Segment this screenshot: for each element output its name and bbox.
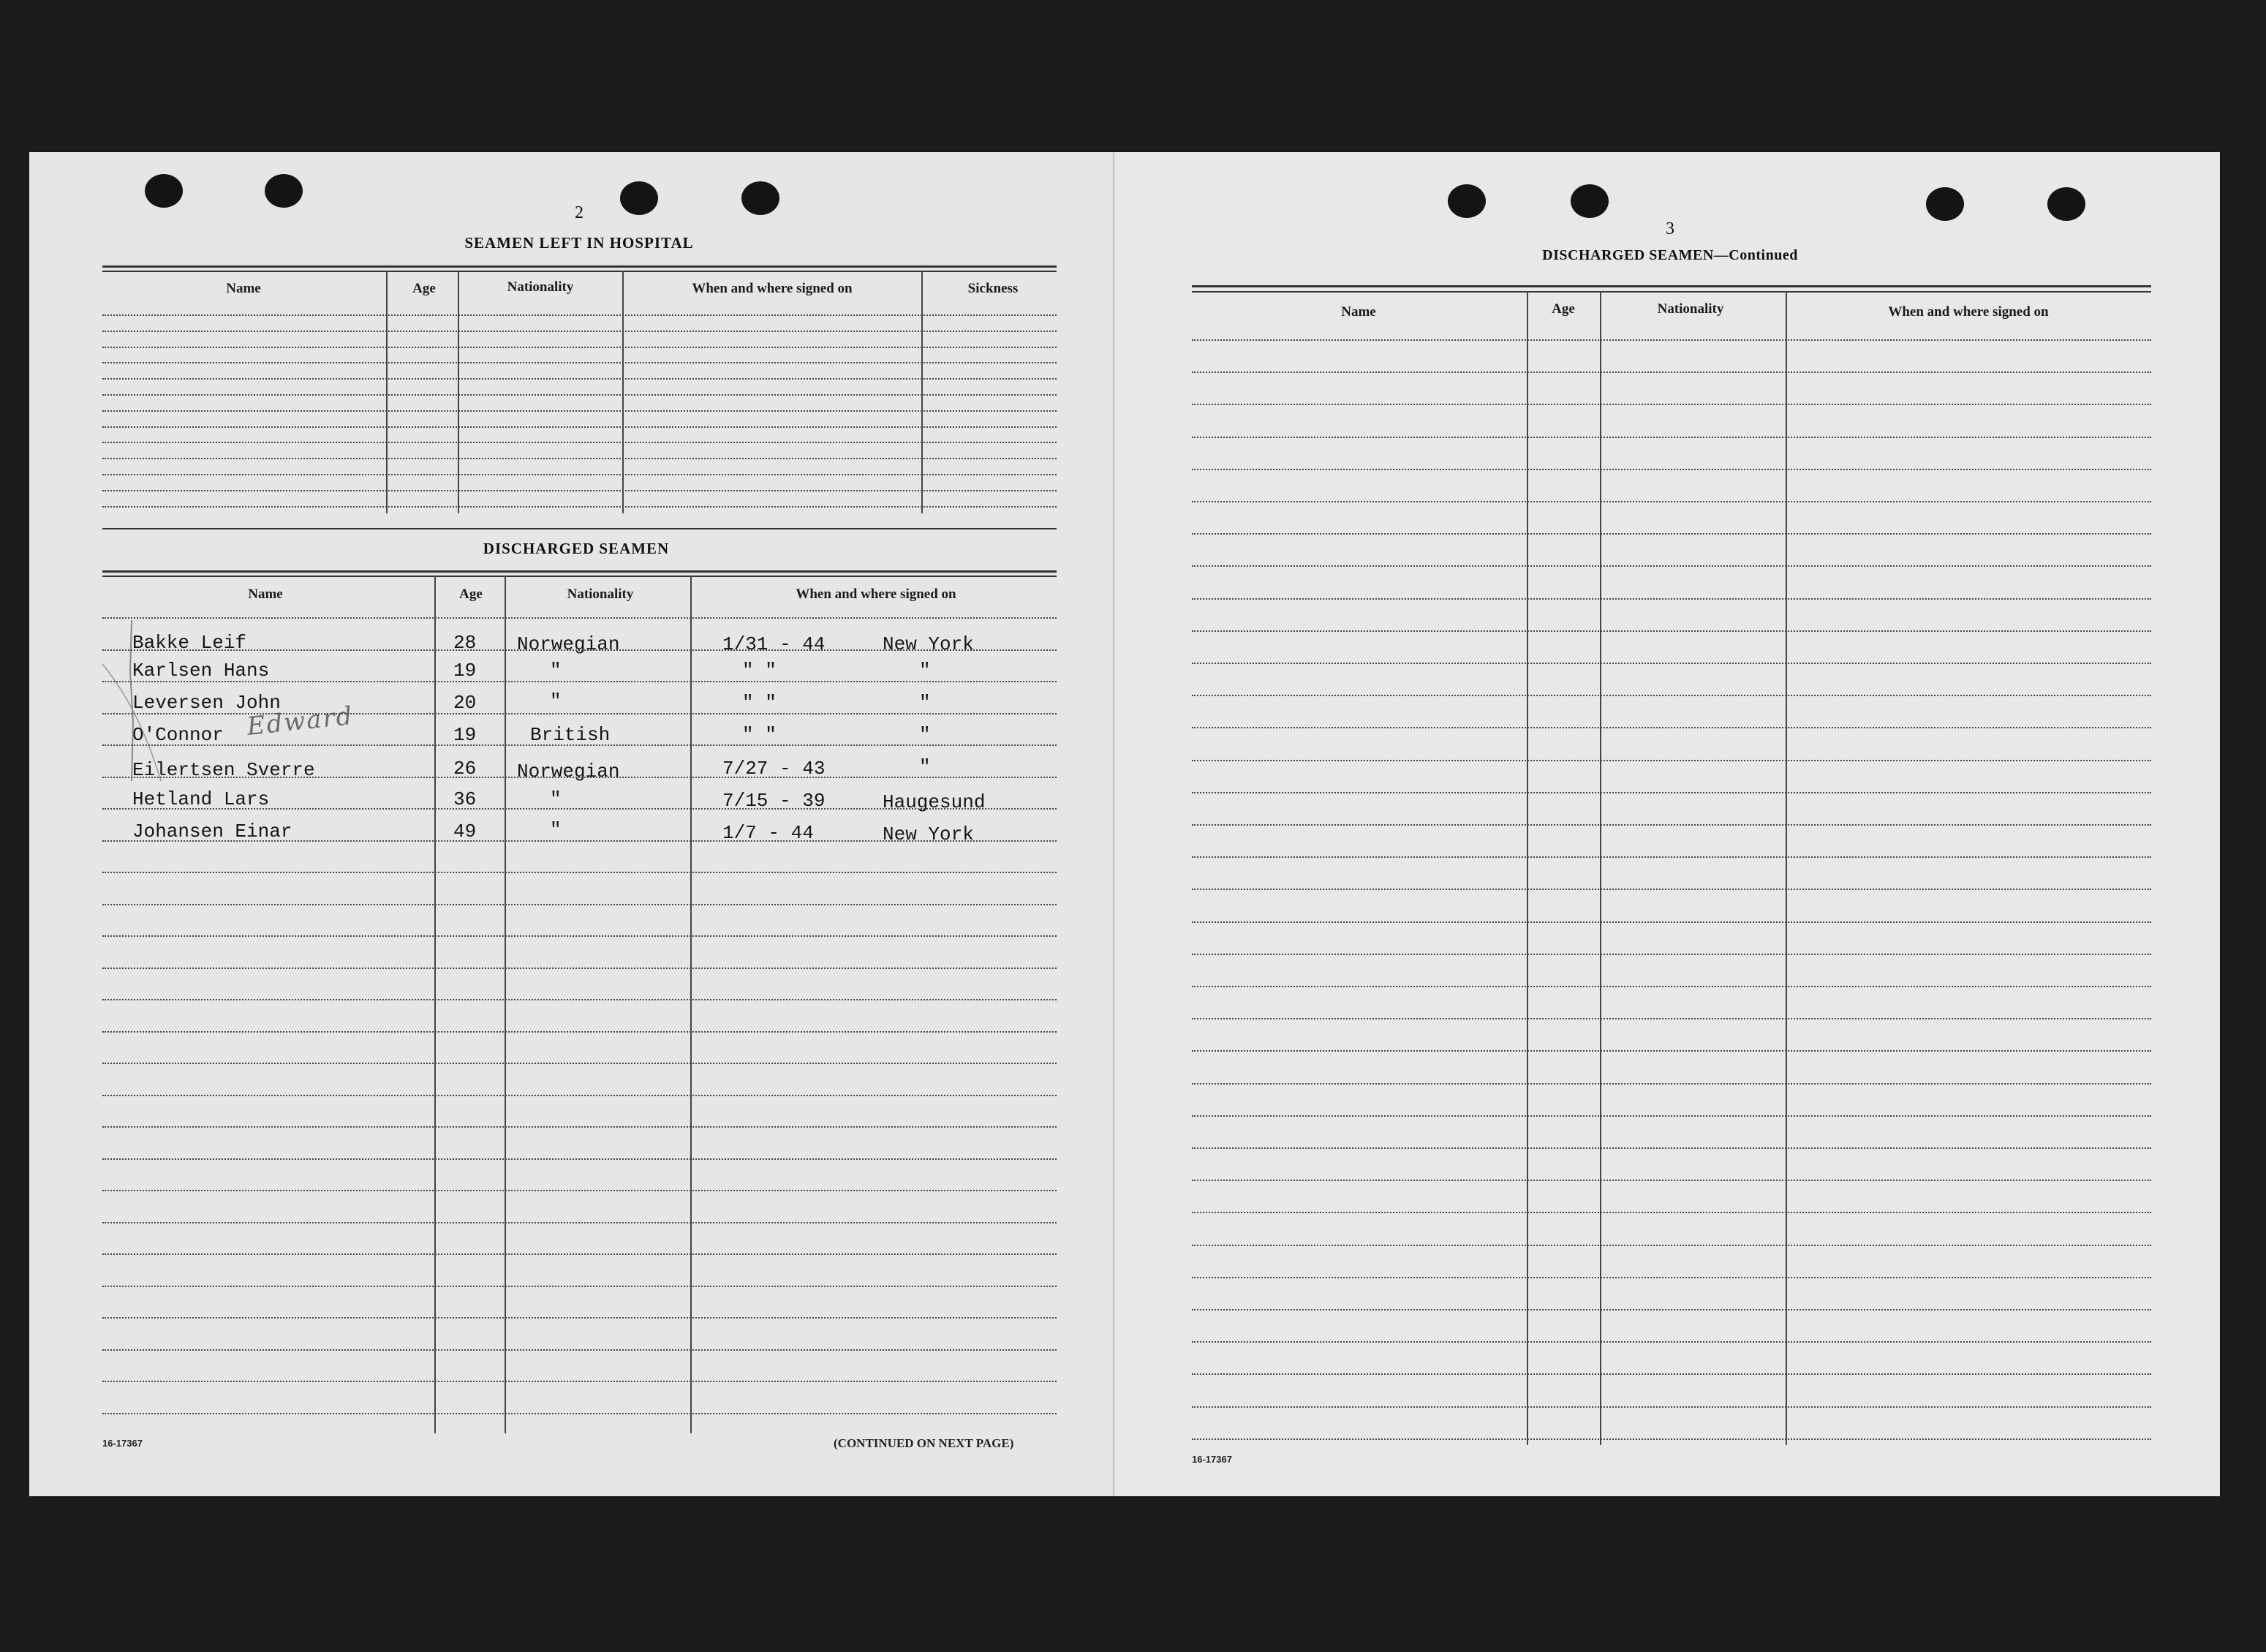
left-page xyxy=(29,152,1114,1496)
ruled-row-line xyxy=(1192,856,2151,858)
seaman-signon-place: Haugesund xyxy=(883,791,986,813)
ruled-row-line xyxy=(102,649,1057,651)
discharged-table-top-rule-2 xyxy=(102,576,1057,577)
ruled-row-line xyxy=(1192,921,2151,923)
seaman-age: 20 xyxy=(453,692,477,714)
hospital-header-age: Age xyxy=(412,281,436,296)
hospital-header-name: Name xyxy=(226,281,261,296)
discharged-header-name: Name xyxy=(248,587,283,602)
ruled-row-line xyxy=(102,1095,1057,1096)
ruled-row-line xyxy=(102,474,1057,475)
column-divider xyxy=(1600,291,1601,1445)
ruled-row-line xyxy=(1192,469,2151,470)
ruled-row-line xyxy=(1192,565,2151,567)
ruled-row-line xyxy=(102,1253,1057,1255)
seaman-age: 36 xyxy=(453,788,477,810)
ruled-row-line xyxy=(1192,404,2151,405)
ruled-row-line xyxy=(102,314,1057,316)
seaman-signon-date: 7/15 - 39 xyxy=(722,790,826,812)
seaman-name: Leversen John xyxy=(132,692,281,714)
column-divider xyxy=(921,271,923,513)
ruled-row-line xyxy=(1192,501,2151,502)
seaman-name: Karlsen Hans xyxy=(132,660,270,682)
handwritten-first-name: Edward xyxy=(245,701,355,742)
ruled-row-line xyxy=(1192,760,2151,761)
seaman-signon-place: New York xyxy=(883,823,974,845)
form-number: 16-17367 xyxy=(1192,1454,1232,1465)
seaman-nationality: " xyxy=(550,788,562,810)
ruled-row-line xyxy=(102,1381,1057,1382)
ruled-row-line xyxy=(1192,339,2151,341)
seaman-name: Hetland Lars xyxy=(132,788,270,810)
seaman-age: 26 xyxy=(453,758,477,780)
seaman-signon-date: " " xyxy=(742,692,777,714)
seaman-signon-date: " " xyxy=(742,660,777,682)
punch-hole xyxy=(1571,184,1609,218)
ruled-row-line xyxy=(102,347,1057,348)
ruled-row-line xyxy=(102,1317,1057,1319)
column-divider xyxy=(1786,291,1787,1445)
seaman-signon-date: 1/7 - 44 xyxy=(722,822,814,844)
seaman-name: O'Connor xyxy=(132,724,224,746)
column-divider xyxy=(505,576,506,1433)
ruled-row-line xyxy=(102,506,1057,508)
ruled-row-line xyxy=(102,1349,1057,1351)
ruled-row-line xyxy=(1192,598,2151,600)
seaman-nationality: " xyxy=(550,819,562,841)
ruled-row-line xyxy=(1192,824,2151,826)
ruled-row-line xyxy=(102,808,1057,810)
ruled-row-line xyxy=(1192,792,2151,793)
seaman-age: 19 xyxy=(453,724,477,746)
seaman-signon-place: " xyxy=(919,724,931,746)
ruled-row-line xyxy=(102,744,1057,746)
ruled-row-line xyxy=(102,442,1057,443)
column-divider xyxy=(1527,291,1528,1445)
ruled-row-line xyxy=(102,490,1057,491)
ruled-row-line xyxy=(1192,1309,2151,1310)
column-divider xyxy=(434,576,436,1433)
punch-hole xyxy=(1926,187,1964,221)
ruled-row-line xyxy=(102,777,1057,778)
seaman-signon-date: 7/27 - 43 xyxy=(722,758,826,780)
ruled-row-line xyxy=(1192,727,2151,728)
ruled-row-line xyxy=(102,617,1057,619)
ruled-row-line xyxy=(102,378,1057,380)
hospital-header-nationality: Nationality xyxy=(507,279,574,295)
seaman-nationality: British xyxy=(530,724,611,746)
ruled-row-line xyxy=(102,904,1057,905)
punch-hole xyxy=(145,174,183,208)
seaman-nationality: " xyxy=(550,690,562,712)
ruled-row-line xyxy=(1192,1180,2151,1181)
hospital-table-top-rule xyxy=(102,265,1057,268)
seaman-signon-place: " xyxy=(919,756,931,778)
ruled-row-line xyxy=(1192,1341,2151,1343)
discharged-header-when-where: When and where signed on xyxy=(796,587,956,602)
hospital-header-sickness: Sickness xyxy=(967,281,1019,296)
page-number: 2 xyxy=(575,203,584,222)
ruled-row-line xyxy=(102,1126,1057,1128)
punch-hole xyxy=(620,181,658,215)
ruled-row-line xyxy=(1192,630,2151,632)
punch-hole xyxy=(1448,184,1486,218)
discharged-header-age: Age xyxy=(459,587,483,602)
seaman-signon-place: New York xyxy=(883,633,974,655)
form-number: 16-17367 xyxy=(102,1438,143,1449)
ruled-row-line xyxy=(1192,1018,2151,1019)
page-number: 3 xyxy=(1666,219,1674,238)
ruled-row-line xyxy=(102,1222,1057,1223)
continued-header-age: Age xyxy=(1552,301,1575,317)
column-divider xyxy=(458,271,459,513)
ruled-row-line xyxy=(102,458,1057,459)
ruled-row-line xyxy=(102,1413,1057,1414)
discharged-header-nationality: Nationality xyxy=(567,587,634,602)
punch-hole xyxy=(741,181,779,215)
punch-hole xyxy=(265,174,303,208)
seaman-name: Eilertsen Sverre xyxy=(132,759,315,781)
column-divider xyxy=(690,576,692,1433)
ruled-row-line xyxy=(102,999,1057,1000)
ruled-row-line xyxy=(1192,695,2151,696)
column-divider xyxy=(386,271,388,513)
ruled-row-line xyxy=(1192,1212,2151,1213)
ruled-row-line xyxy=(1192,437,2151,438)
ruled-row-line xyxy=(102,410,1057,412)
ruled-row-line xyxy=(102,1190,1057,1191)
punch-hole xyxy=(2047,187,2085,221)
discharged-table-top-rule xyxy=(102,570,1057,573)
right-page xyxy=(1114,152,2220,1496)
seaman-nationality: Norwegian xyxy=(517,761,620,782)
ruled-row-line xyxy=(102,872,1057,873)
ruled-row-line xyxy=(1192,1406,2151,1408)
ruled-row-line xyxy=(102,1063,1057,1064)
continued-table-top-rule xyxy=(1192,285,2151,287)
ruled-row-line xyxy=(102,840,1057,842)
ruled-row-line xyxy=(1192,889,2151,890)
discharged-continued-title: DISCHARGED SEAMEN—Continued xyxy=(1542,247,1798,263)
seaman-age: 49 xyxy=(453,821,477,842)
ruled-row-line xyxy=(1192,1083,2151,1085)
continued-header-when-where: When and where signed on xyxy=(1888,304,2049,320)
ruled-row-line xyxy=(1192,371,2151,373)
ruled-row-line xyxy=(102,681,1057,682)
seaman-signon-place: " xyxy=(919,692,931,714)
seaman-name: Bakke Leif xyxy=(132,632,247,654)
ruled-row-line xyxy=(102,713,1057,714)
seaman-signon-date: " " xyxy=(742,724,777,746)
ruled-row-line xyxy=(1192,1050,2151,1052)
ruled-row-line xyxy=(1192,663,2151,664)
continued-header-nationality: Nationality xyxy=(1657,301,1724,317)
column-divider xyxy=(622,271,624,513)
seaman-signon-date: 1/31 - 44 xyxy=(722,633,826,655)
continued-header-name: Name xyxy=(1341,304,1376,320)
discharged-section-title: DISCHARGED SEAMEN xyxy=(483,540,670,557)
ruled-row-line xyxy=(102,331,1057,332)
hospital-header-when-where: When and where signed on xyxy=(692,281,853,296)
ruled-row-line xyxy=(102,394,1057,396)
ruled-row-line xyxy=(102,968,1057,969)
ruled-row-line xyxy=(102,1031,1057,1033)
ruled-row-line xyxy=(1192,1245,2151,1246)
ruled-row-line xyxy=(102,1286,1057,1287)
ruled-row-line xyxy=(1192,1438,2151,1440)
seaman-name: Johansen Einar xyxy=(132,821,292,842)
hospital-table-top-rule-2 xyxy=(102,271,1057,272)
seaman-age: 28 xyxy=(453,632,477,654)
seaman-nationality: " xyxy=(550,660,562,682)
seaman-age: 19 xyxy=(453,660,477,682)
ruled-row-line xyxy=(1192,1277,2151,1278)
continued-table-top-rule-2 xyxy=(1192,291,2151,293)
hospital-table-bottom-rule xyxy=(102,528,1057,529)
ruled-row-line xyxy=(102,1158,1057,1160)
ruled-row-line xyxy=(1192,1115,2151,1117)
seaman-nationality: Norwegian xyxy=(517,633,620,655)
seaman-signon-place: " xyxy=(919,660,931,682)
continued-note: (CONTINUED ON NEXT PAGE) xyxy=(834,1436,1014,1450)
ruled-row-line xyxy=(102,426,1057,428)
ruled-row-line xyxy=(1192,954,2151,955)
ruled-row-line xyxy=(1192,533,2151,535)
ruled-row-line xyxy=(1192,1373,2151,1375)
hospital-section-title: SEAMEN LEFT IN HOSPITAL xyxy=(464,234,694,252)
ruled-row-line xyxy=(102,362,1057,363)
ruled-row-line xyxy=(1192,986,2151,987)
ruled-row-line xyxy=(102,935,1057,937)
ruled-row-line xyxy=(1192,1147,2151,1149)
